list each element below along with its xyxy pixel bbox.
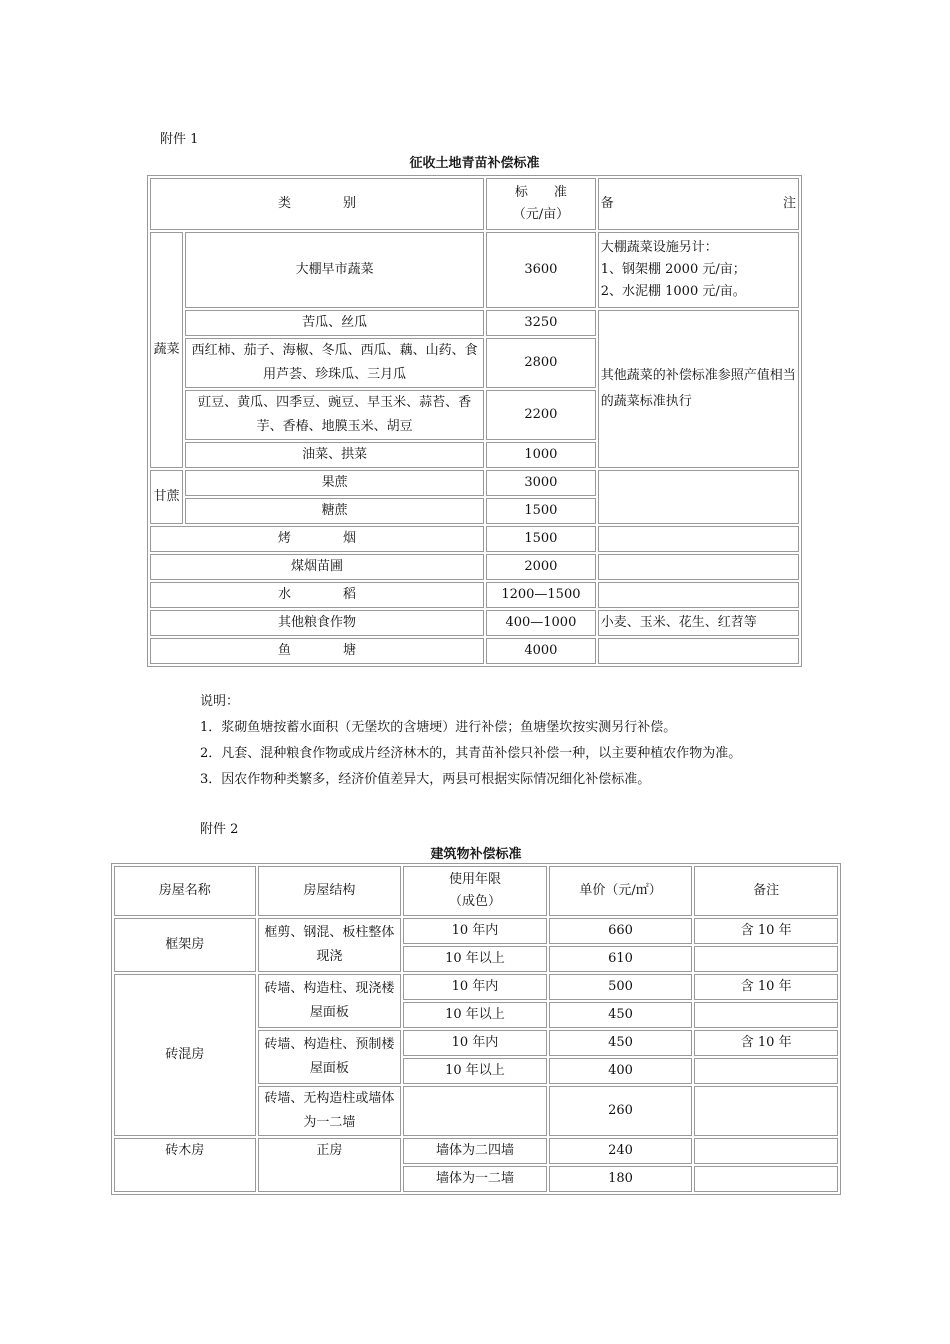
header-years <box>403 866 547 916</box>
annex2-title: 建筑物补偿标准 <box>430 847 522 862</box>
remark-line: 大棚蔬菜设施另计： <box>600 240 718 255</box>
crop-name: 烤 烟 <box>150 526 484 552</box>
crop-name: 大棚早市蔬菜 <box>185 232 484 308</box>
years-cell: 10 年以上 <box>403 946 547 972</box>
table-row <box>114 974 838 1000</box>
price-cell: 660 <box>549 918 693 944</box>
table-row <box>150 554 799 580</box>
table-row <box>150 638 799 664</box>
table-row <box>150 582 799 608</box>
price-cell: 400 <box>549 1058 693 1084</box>
table-row <box>114 918 838 944</box>
house-name: 砖木房 <box>114 1138 256 1192</box>
remark-cell: 含 10 年 <box>694 1030 838 1056</box>
annex1-title: 征收土地青苗补偿标准 <box>409 156 540 171</box>
table-row <box>150 470 799 496</box>
crop-name: 豇豆、黄瓜、四季豆、豌豆、早玉米、蒜苔、香芋、香椿、地膜玉米、胡豆 <box>185 390 484 440</box>
price-cell: 450 <box>549 1002 693 1028</box>
crop-name: 水 稻 <box>150 582 484 608</box>
house-structure: 正房 <box>258 1138 402 1192</box>
crop-value: 1200—1500 <box>486 582 596 608</box>
price-cell: 450 <box>549 1030 693 1056</box>
house-name: 砖混房 <box>114 974 256 1136</box>
remark-cell: 含 10 年 <box>694 974 838 1000</box>
house-structure: 砖墙、构造柱、现浇楼屋面板 <box>258 974 402 1028</box>
remark-cell <box>694 1166 838 1192</box>
note-item: 3．因农作物种类繁多，经济价值差异大，两县可根据实际情况细化补偿标准。 <box>200 772 651 787</box>
years-cell: 10 年内 <box>403 974 547 1000</box>
table-row <box>150 232 799 308</box>
crop-value: 1000 <box>486 442 596 468</box>
header-standard-label: 标 准 <box>514 185 567 200</box>
table-row <box>150 526 799 552</box>
crop-value: 3600 <box>486 232 596 308</box>
house-structure: 砖墙、无构造柱或墙体为一二墙 <box>258 1086 402 1136</box>
note-item: 2．凡套、混种粮食作物或成片经济林木的，其青苗补偿只补偿一种，以主要种植农作物为准。 <box>200 746 742 761</box>
empty-remark <box>598 582 799 608</box>
empty-remark <box>598 470 799 524</box>
crop-value: 1500 <box>486 498 596 524</box>
table-row <box>150 310 799 336</box>
annex1-notes <box>200 689 741 793</box>
header-standard <box>486 178 596 230</box>
house-structure: 框剪、钢混、板柱整体现浇 <box>258 918 402 972</box>
annex2-label: 附件 2 <box>200 822 239 837</box>
annex1-label: 附件 1 <box>160 132 199 147</box>
crop-name: 苦瓜、丝瓜 <box>185 310 484 336</box>
crop-value: 2200 <box>486 390 596 440</box>
header-remark: 备注 <box>694 866 838 916</box>
remark-cell <box>694 1058 838 1084</box>
price-cell: 180 <box>549 1166 693 1192</box>
empty-remark <box>598 526 799 552</box>
years-cell: 墙体为一二墙 <box>403 1166 547 1192</box>
building-compensation-table <box>111 863 841 1195</box>
header-category: 类 别 <box>150 178 484 230</box>
remark-line: 2、水泥棚 1000 元/亩。 <box>600 284 746 299</box>
header-years-label: 使用年限 <box>448 872 501 887</box>
years-cell: 10 年内 <box>403 1030 547 1056</box>
crop-value: 2000 <box>486 554 596 580</box>
crop-name: 糖蔗 <box>185 498 484 524</box>
crop-name: 油菜、拱菜 <box>185 442 484 468</box>
note-item: 1．浆砌鱼塘按蓄水面积（无堡坎的含塘埂）进行补偿；鱼塘堡坎按实测另行补偿。 <box>200 720 677 735</box>
remark-cell: 含 10 年 <box>694 918 838 944</box>
table-header-row <box>150 178 799 230</box>
crop-value: 400—1000 <box>486 610 596 636</box>
header-standard-unit: （元/亩） <box>512 207 570 222</box>
notes-heading: 说明： <box>200 694 240 709</box>
crop-value: 2800 <box>486 338 596 388</box>
grain-remark: 小麦、玉米、花生、红苕等 <box>598 610 799 636</box>
house-structure: 砖墙、构造柱、预制楼屋面板 <box>258 1030 402 1084</box>
remark-cell <box>694 946 838 972</box>
house-name: 框架房 <box>114 918 256 972</box>
years-cell: 10 年以上 <box>403 1058 547 1084</box>
group-vegetables: 蔬菜 <box>150 232 183 468</box>
crop-name: 西红柿、茄子、海椒、冬瓜、西瓜、藕、山药、食用芦荟、珍珠瓜、三月瓜 <box>185 338 484 388</box>
header-years-sub: （成色） <box>448 894 501 909</box>
crop-name: 鱼 塘 <box>150 638 484 664</box>
price-cell: 610 <box>549 946 693 972</box>
header-remark: 备 注 <box>598 178 799 230</box>
remark-cell <box>694 1002 838 1028</box>
price-cell: 240 <box>549 1138 693 1164</box>
remark-cell <box>694 1138 838 1164</box>
crop-name: 其他粮食作物 <box>150 610 484 636</box>
header-name: 房屋名称 <box>114 866 256 916</box>
crop-value: 4000 <box>486 638 596 664</box>
table-row <box>150 610 799 636</box>
crop-name: 果蔗 <box>185 470 484 496</box>
years-cell: 墙体为二四墙 <box>403 1138 547 1164</box>
price-cell: 260 <box>549 1086 693 1136</box>
years-cell <box>403 1086 547 1136</box>
greenhouse-remark <box>598 232 799 308</box>
vegetable-remark: 其他蔬菜的补偿标准参照产值相当的蔬菜标准执行 <box>598 310 799 468</box>
header-structure: 房屋结构 <box>258 866 402 916</box>
years-cell: 10 年内 <box>403 918 547 944</box>
group-sugarcane: 甘蔗 <box>150 470 183 524</box>
remark-line: 1、钢架棚 2000 元/亩； <box>600 262 746 277</box>
table-header-row <box>114 866 838 916</box>
crop-value: 1500 <box>486 526 596 552</box>
table-row <box>114 1138 838 1164</box>
header-price: 单价（元/㎡） <box>549 866 693 916</box>
crop-value: 3250 <box>486 310 596 336</box>
crop-value: 3000 <box>486 470 596 496</box>
years-cell: 10 年以上 <box>403 1002 547 1028</box>
empty-remark <box>598 554 799 580</box>
crop-compensation-table <box>147 175 802 667</box>
remark-cell <box>694 1086 838 1136</box>
empty-remark <box>598 638 799 664</box>
crop-name: 煤烟苗圃 <box>150 554 484 580</box>
price-cell: 500 <box>549 974 693 1000</box>
